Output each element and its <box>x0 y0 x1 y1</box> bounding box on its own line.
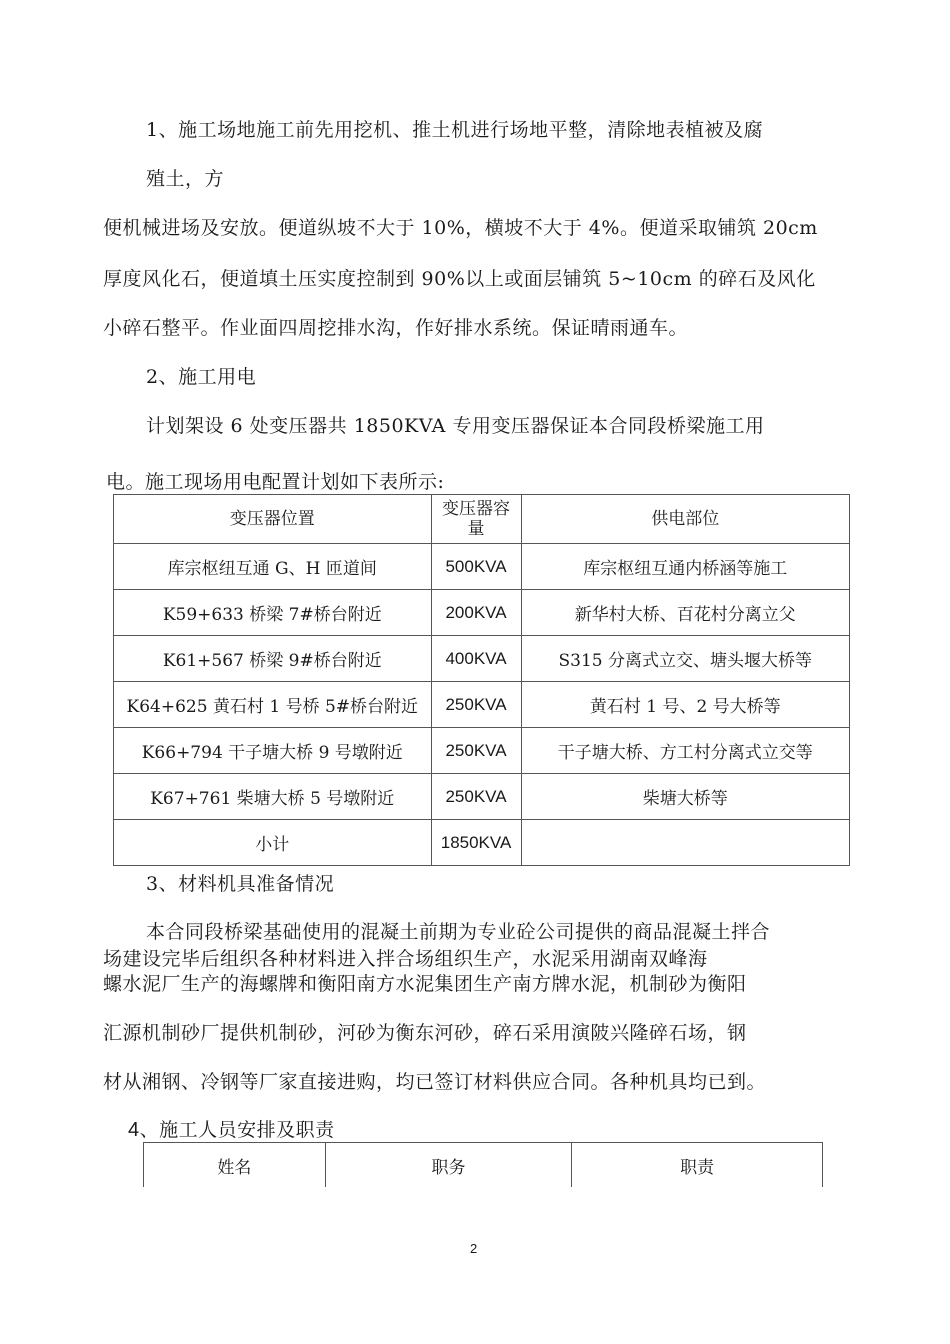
transformer-table <box>113 494 850 866</box>
header-cell: 姓名 <box>144 1143 326 1188</box>
paragraph-line: 小碎石整平。作业面四周挖排水沟，作好排水系统。保证晴雨通车。 <box>103 317 689 339</box>
table-cell: 200KVA <box>431 590 521 636</box>
paragraph-line: 便机械进场及安放。便道纵坡不大于 10%，横坡不大于 4%。便道采取铺筑 20cm <box>103 217 818 239</box>
paragraph-line: 厚度风化石，便道填土压实度控制到 90%以上或面层铺筑 5~10cm 的碎石及风化 <box>103 268 816 290</box>
header-cell: 职责 <box>572 1143 823 1188</box>
paragraph-line: 电。施工现场用电配置计划如下表所示: <box>106 471 445 493</box>
paragraph-line: 汇源机制砂厂提供机制砂，河砂为衡东河砂，碎石采用演陂兴隆碎石场，钢 <box>103 1022 747 1044</box>
paragraph-line: 1、施工场地施工前先用挖机、推土机进行场地平整，清除地表植被及腐 <box>146 119 764 141</box>
table-row <box>114 544 850 590</box>
table-header-row <box>144 1143 823 1188</box>
table-cell: 1850KVA <box>431 820 521 866</box>
table-cell: S315 分离式立交、塘头堰大桥等 <box>521 636 849 682</box>
table-cell: 干子塘大桥、方工村分离式立交等 <box>521 728 849 774</box>
paragraph-line: 计划架设 6 处变压器共 1850KVA 专用变压器保证本合同段桥梁施工用 <box>146 415 765 437</box>
table-row <box>114 590 850 636</box>
personnel-table <box>143 1142 823 1187</box>
header-cell: 供电部位 <box>521 495 849 544</box>
section-heading: 2、施工用电 <box>146 366 257 388</box>
table-cell: K66+794 干子塘大桥 9 号墩附近 <box>114 728 432 774</box>
table-cell: 400KVA <box>431 636 521 682</box>
table-cell: 250KVA <box>431 774 521 820</box>
table-row <box>114 682 850 728</box>
section-heading <box>128 1118 335 1142</box>
table-cell: K67+761 柴塘大桥 5 号墩附近 <box>114 774 432 820</box>
table-cell: 柴塘大桥等 <box>521 774 849 820</box>
table-row <box>114 636 850 682</box>
table-cell <box>521 820 849 866</box>
table-cell: 500KVA <box>431 544 521 590</box>
paragraph-line: 场建设完毕后组织各种材料进入拌合场组织生产，水泥采用湖南双峰海 <box>103 948 708 970</box>
table-cell: K61+567 桥梁 9#桥台附近 <box>114 636 432 682</box>
paragraph-line: 材从湘钢、冷钢等厂家直接进购，均已签订材料供应合同。各种机具均已到。 <box>103 1071 767 1093</box>
heading-number: 4 <box>128 1119 140 1141</box>
section-heading: 3、材料机具准备情况 <box>146 873 335 895</box>
heading-text: 、施工人员安排及职责 <box>139 1119 335 1141</box>
table-cell: 小计 <box>114 820 432 866</box>
header-cell: 职务 <box>325 1143 572 1188</box>
table-cell: K59+633 桥梁 7#桥台附近 <box>114 590 432 636</box>
table-cell: 250KVA <box>431 728 521 774</box>
table-cell: 新华村大桥、百花村分离立父 <box>521 590 849 636</box>
header-cell: 变压器位置 <box>114 495 432 544</box>
table-cell: 黄石村 1 号、2 号大桥等 <box>521 682 849 728</box>
table-header-row <box>114 495 850 544</box>
table-row <box>114 774 850 820</box>
table-cell: 库宗枢纽互通内桥涵等施工 <box>521 544 849 590</box>
header-cell: 变压器容量 <box>431 495 521 544</box>
page-number: 2 <box>470 1241 478 1256</box>
table-row <box>114 820 850 866</box>
paragraph-line: 殖土，方 <box>146 168 225 190</box>
paragraph-line: 螺水泥厂生产的海螺牌和衡阳南方水泥集团生产南方牌水泥，机制砂为衡阳 <box>103 973 747 995</box>
table-cell: 库宗枢纽互通 G、H 匝道间 <box>114 544 432 590</box>
paragraph-line: 本合同段桥梁基础使用的混凝土前期为专业砼公司提供的商品混凝土拌合 <box>146 921 771 943</box>
table-cell: K64+625 黄石村 1 号桥 5#桥台附近 <box>114 682 432 728</box>
table-cell: 250KVA <box>431 682 521 728</box>
table-row <box>114 728 850 774</box>
